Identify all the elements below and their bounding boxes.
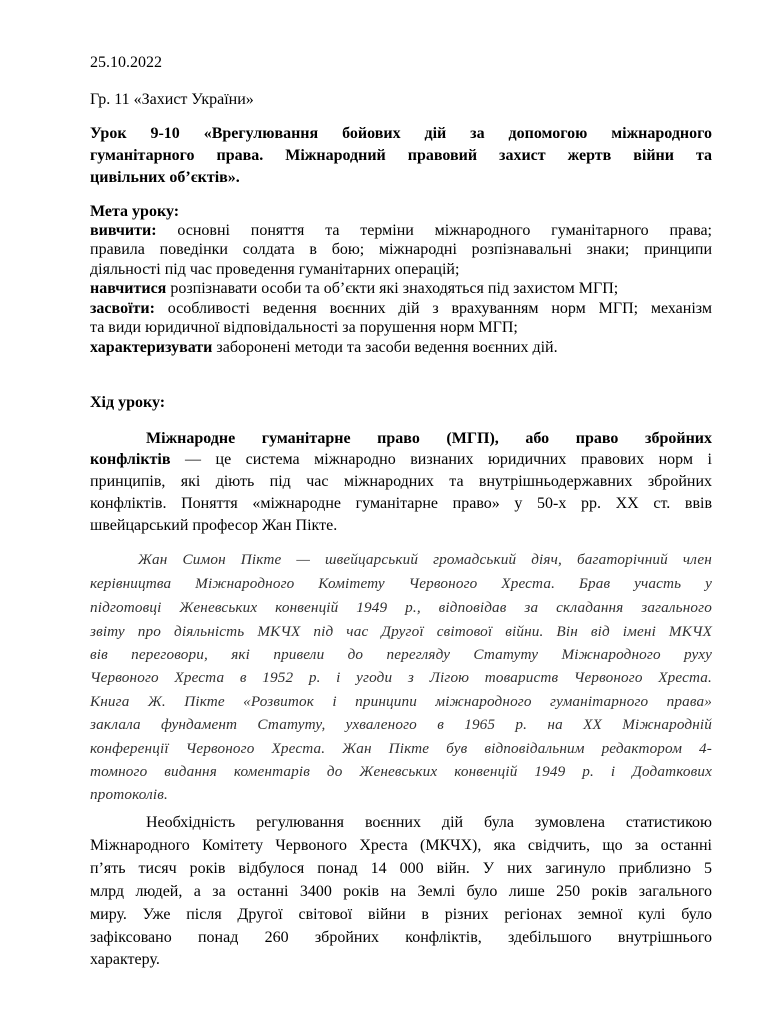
bio-line-8: заклала фундамент Статуту, ухваленого в 1965 р. на XX Міжнародній	[90, 716, 712, 733]
document-date: 25.10.2022	[90, 54, 162, 71]
para1-line-2-text: — це система міжнародно визнаних юридичних правових норм і	[170, 451, 712, 468]
progress-heading: Хід уроку:	[90, 394, 166, 411]
goal-heading: Мета уроку:	[90, 203, 180, 220]
goal-line-1-text: основні поняття та терміни міжнародного гуманітарного права;	[156, 222, 712, 239]
bio-line-11: протоколів.	[90, 786, 168, 803]
goal-line-5-text: особливості ведення воєнних дій з врахуванням норм МГП; механізм	[154, 300, 712, 317]
para1-term: конфліктів	[90, 451, 171, 468]
lesson-title-line-3: цивільних об’єктів».	[90, 169, 240, 186]
bio-line-2: керівництва Міжнародного Комітету Червоного Хреста. Брав участь у	[90, 575, 712, 592]
para2-line-5: миру. Уже після Другої світової війни в різних регіонах земної кулі було	[90, 906, 712, 923]
para2-line-6: зафіксовано понад 260 збройних конфліктів, здебільшого внутрішнього	[90, 929, 712, 946]
para1-line-3: принципів, які діють під час міжнародних та внутрішньодержавних збройних	[90, 473, 712, 490]
goal-line-4-text: розпізнавати особи та об’єкти які знаходяться під захистом МГП;	[166, 280, 619, 297]
para2-line-7: характеру.	[90, 951, 160, 968]
goal-line-3: діяльності під час проведення гуманітарних операцій;	[90, 261, 460, 278]
bio-line-4: звіту про діяльність МКЧХ під час Другої світової війни. Він від імені МКЧХ	[90, 623, 712, 640]
goal-term-characterize: характеризувати	[90, 339, 213, 356]
bio-line-6: Червоного Хреста в 1952 р. і угоди з Лігою товариств Червоного Хреста.	[90, 669, 712, 686]
group-line: Гр. 11 «Захист України»	[90, 91, 254, 108]
bio-line-1: Жан Симон Пікте — швейцарський громадський діяч, багаторічний член	[138, 551, 712, 568]
goal-term-learn: навчитися	[90, 280, 167, 297]
para2-line-1: Необхідність регулювання воєнних дій була зумовлена статистикою	[146, 814, 712, 831]
goal-line-5	[90, 299, 712, 318]
goal-line-2: правила поведінки солдата в бою; міжнародні розпізнавальні знаки; принципи	[90, 241, 712, 258]
goal-term-study: вивчити:	[90, 222, 157, 239]
para2-line-3: п’ять тисяч років відбулося понад 14 000 війн. У них загинуло приблизно 5	[90, 860, 712, 877]
bio-line-3: підготовці Женевських конвенцій 1949 р., відповідав за складання загального	[90, 599, 712, 616]
bio-line-7: Книга Ж. Пікте «Розвиток і принципи міжнародного гуманітарного права»	[90, 693, 712, 710]
para1-line-1: Міжнародне гуманітарне право (МГП), або право збройних	[146, 430, 712, 447]
para2-line-4: млрд людей, а за останні 3400 років на Землі було лише 250 років загального	[90, 883, 712, 900]
lesson-title-line-2: гуманітарного права. Міжнародний правовий захист жертв війни та	[90, 147, 712, 164]
para1-line-5: швейцарський професор Жан Пікте.	[90, 517, 338, 534]
goal-line-4	[90, 279, 712, 298]
goal-line-7-text: заборонені методи та засоби ведення воєнних дій.	[212, 339, 558, 356]
para1-line-2	[90, 450, 712, 469]
bio-line-10: томного видання коментарів до Женевських конвенцій 1949 р. і Додаткових	[90, 763, 712, 780]
bio-line-5: вів переговори, які привели до перегляду Статуту Міжнародного руху	[90, 646, 712, 663]
goal-line-7	[90, 338, 712, 357]
goal-line-6: та види юридичної відповідальності за порушення норм МГП;	[90, 319, 518, 336]
goal-line-1	[90, 221, 712, 240]
bio-line-9: конференції Червоного Хреста. Жан Пікте був відповідальним редактором 4-	[90, 740, 712, 757]
para2-line-2: Міжнародного Комітету Червоного Хреста (МКЧХ), яка свідчить, що за останні	[90, 837, 712, 854]
goal-term-master: засвоїти:	[90, 300, 155, 317]
lesson-title-line-1: Урок 9-10 «Врегулювання бойових дій за допомогою міжнародного	[90, 125, 712, 142]
para1-line-4: конфліктів. Поняття «міжнародне гуманітарне право» у 50-х рр. XX ст. ввів	[90, 495, 712, 512]
